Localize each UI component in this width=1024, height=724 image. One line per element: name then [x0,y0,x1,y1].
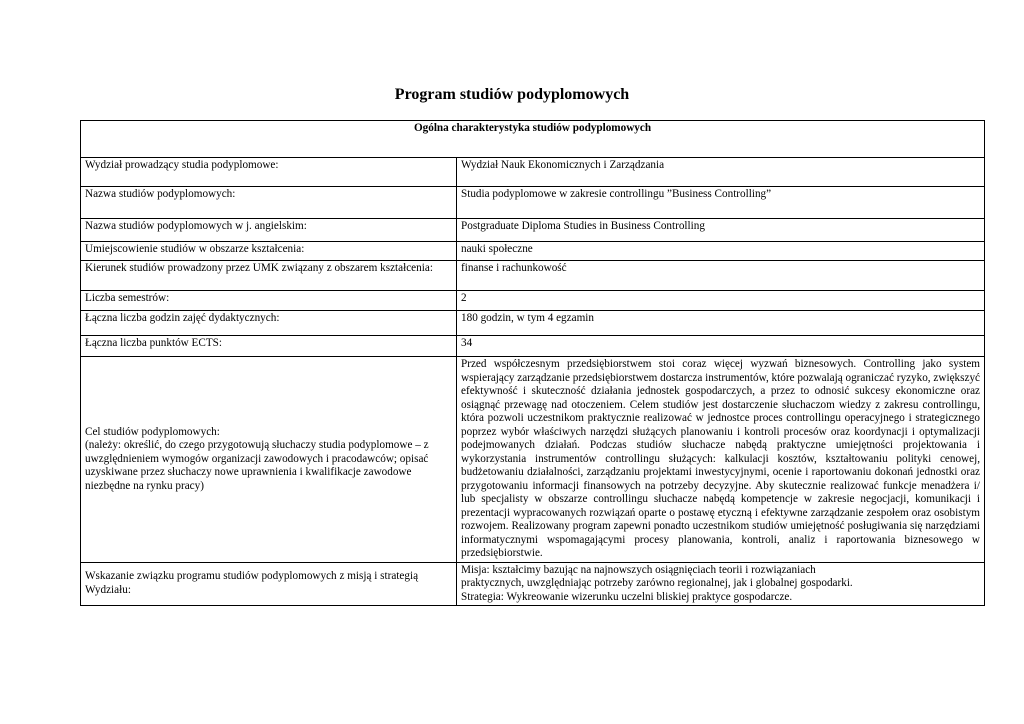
row-value: 34 [457,336,985,357]
row-label: Kierunek studiów prowadzony przez UMK związany z obszarem kształcenia: [81,261,457,291]
row-value: 2 [457,291,985,311]
goal-label-cell [81,357,457,563]
section-header: Ogólna charakterystyka studiów podyplomowych [81,121,985,158]
goal-description: Przed współczesnym przedsiębiorstwem stoi coraz więcej wyzwań biznesowych. Controlling jako system wspierający zarządzanie przedsiębiorstwem dostarcza instrumentów, które pozwalają ograniczać ryzyko, zwiększyć efektywność i skuteczność działania jednostek gospodarczych, a przez to odnosić sukcesy ekonomiczne oraz osiągnąć przewagę nad otoczeniem. Celem studiów jest dostarczenie słuchaczom wiedzy z zakresu controllingu, która pozwoli uczestnikom praktycznie realizować w jednostce proces controllingu operacyjnego i strategicznego poprzez wybór właściwych narzędzi służących planowaniu i kontroli procesów oraz koordynacji i optymalizacji podejmowanych działań. Podczas studiów słuchacze nabędą praktyczne umiejętności projektowania i wykorzystania instrumentów controllingu służących: kalkulacji kosztów, kształtowaniu polityki cenowej, budżetowaniu działalności, zarządzaniu projektami inwestycyjnymi, ocenie i raportowaniu dokonań jednostki oraz przygotowaniu informacji finansowych na potrzeby decyzyjne. Aby skutecznie realizować funkcje menadżera i/ lub specjalisty w obszarze controllingu słuchacze nabędą kompetencje w zakresie negocjacji, komunikacji i prezentacji wypracowanych rozwiązań oparte o postawę etyczną i efektywne zarządzanie zespołem oraz osobistym rozwojem. Realizowany program zapewni ponadto uczestnikom studiów umiejętność posługiwania się narzędziami informatycznymi wspomagającymi procesy planowania, kontroli, analiz i raportowania biznesowego w przedsiębiorstwie. [457,357,985,563]
row-value: Postgraduate Diploma Studies in Business Controlling [457,219,985,242]
row-label: Umiejscowienie studiów w obszarze kształcenia: [81,242,457,261]
row-value: Wydział Nauk Ekonomicznych i Zarządzania [457,158,985,187]
strategy-line: Strategia: Wykreowanie wizerunku uczelni bliskiej praktyce gospodarcze. [461,590,793,603]
table-row-goal [81,357,985,563]
row-label: Łączna liczba punktów ECTS: [81,336,457,357]
table-row [81,311,985,336]
row-value: Studia podyplomowe w zakresie controllingu ”Business Controlling” [457,187,985,219]
table-row [81,242,985,261]
table-row [81,291,985,311]
row-label: Wydział prowadzący studia podyplomowe: [81,158,457,187]
table-row [81,187,985,219]
goal-label: Cel studiów podyplomowych: [85,425,220,438]
row-value: 180 godzin, w tym 4 egzamin [457,311,985,336]
characteristics-table [80,120,985,606]
row-label: Liczba semestrów: [81,291,457,311]
goal-label-note: (należy: określić, do czego przygotowują słuchaczy studia podyplomowe – z uwzględnieniem wymogów organizacji zawodowych i pracodawców; opisać uzyskiwane przez słuchaczy nowe uprawnienia i kwalifikacje zawodowe niezbędne na rynku pracy) [85,439,429,492]
page-title: Program studiów podyplomowych [394,86,630,103]
table-row [81,336,985,357]
mission-line: Misja: kształcimy bazując na najnowszych osiągnięciach teorii i rozwiązaniach [461,563,816,576]
row-value: finanse i rachunkowość [457,261,985,291]
mission-line: praktycznych, uwzględniając potrzeby zarówno regionalnej, jak i globalnej gospodarki. [461,577,853,589]
row-label: Nazwa studiów podyplomowych w j. angielskim: [81,219,457,242]
row-label: Nazwa studiów podyplomowych: [81,187,457,219]
row-label: Łączna liczba godzin zajęć dydaktycznych: [81,311,457,336]
table-row-mission [81,562,985,606]
table-header-row [81,121,985,158]
table-row [81,158,985,187]
mission-label: Wskazanie związku programu studiów podyplomowych z misją i strategią Wydziału: [81,562,457,606]
mission-cell [457,562,985,606]
row-value: nauki społeczne [457,242,985,261]
table-row [81,219,985,242]
table-row [81,261,985,291]
